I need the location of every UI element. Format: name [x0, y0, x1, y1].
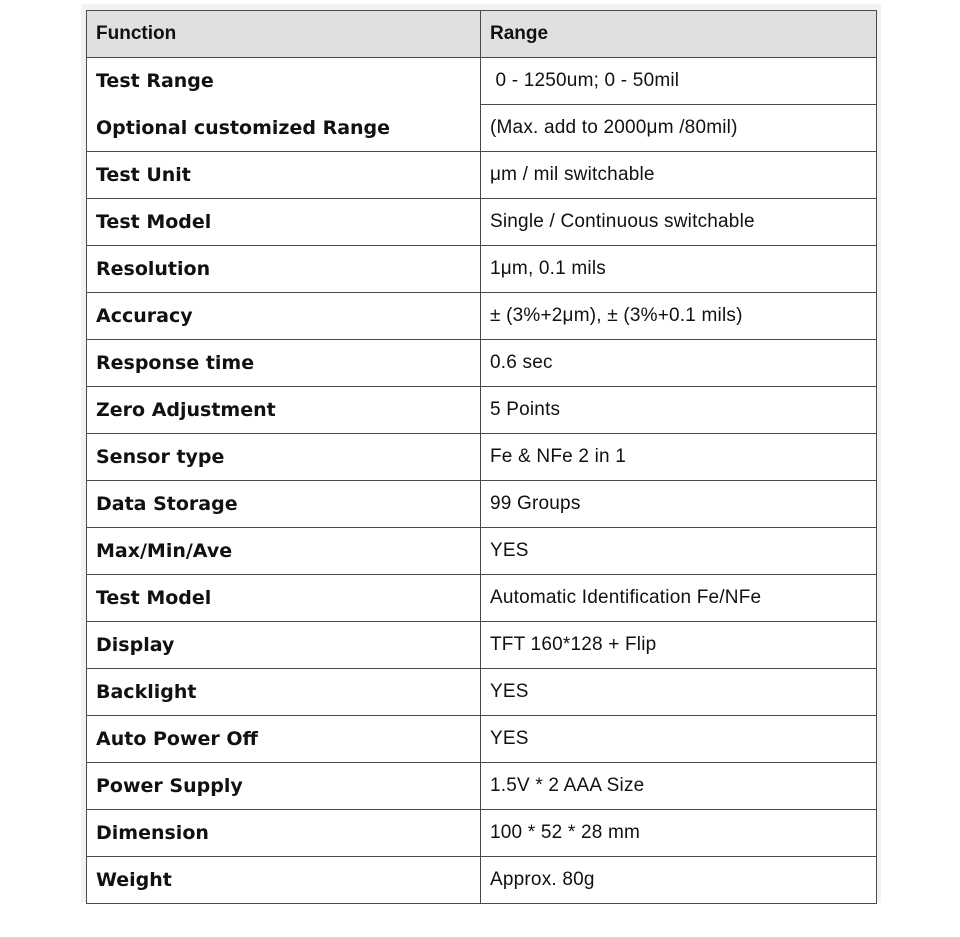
table-row: [87, 105, 877, 152]
row-label: Accuracy: [87, 293, 481, 340]
row-label: Zero Adjustment: [87, 387, 481, 434]
row-label: Optional customized Range: [87, 105, 481, 152]
row-value: Approx. 80g: [481, 857, 877, 904]
row-value: 1μm, 0.1 mils: [481, 246, 877, 293]
row-value: Fe & NFe 2 in 1: [481, 434, 877, 481]
row-value: μm / mil switchable: [481, 152, 877, 199]
table-row: [87, 58, 877, 105]
row-label: Auto Power Off: [87, 716, 481, 763]
row-label: Sensor type: [87, 434, 481, 481]
row-label: Resolution: [87, 246, 481, 293]
table-row: [87, 810, 877, 857]
row-label: Response time: [87, 340, 481, 387]
row-value: Automatic Identification Fe/NFe: [481, 575, 877, 622]
row-label: Data Storage: [87, 481, 481, 528]
row-value: ± (3%+2μm), ± (3%+0.1 mils): [481, 293, 877, 340]
row-value: TFT 160*128 + Flip: [481, 622, 877, 669]
table-row: [87, 528, 877, 575]
row-label: Weight: [87, 857, 481, 904]
table-row: [87, 434, 877, 481]
table-row: [87, 716, 877, 763]
table-row: [87, 857, 877, 904]
row-label: Power Supply: [87, 763, 481, 810]
table-row: [87, 246, 877, 293]
row-label: Backlight: [87, 669, 481, 716]
row-label: Display: [87, 622, 481, 669]
table-row: [87, 763, 877, 810]
row-value: 0 - 1250um; 0 - 50mil: [481, 58, 877, 105]
row-label: Dimension: [87, 810, 481, 857]
row-value: 0.6 sec: [481, 340, 877, 387]
table-row: [87, 293, 877, 340]
row-label: Test Model: [87, 575, 481, 622]
row-value: YES: [481, 716, 877, 763]
table-row: [87, 481, 877, 528]
table-row: [87, 622, 877, 669]
table-header-row: [87, 11, 877, 58]
table-row: [87, 387, 877, 434]
table-row: [87, 199, 877, 246]
row-label: Test Model: [87, 199, 481, 246]
header-range: Range: [481, 11, 877, 58]
table-row: [87, 575, 877, 622]
row-value: Single / Continuous switchable: [481, 199, 877, 246]
row-label: Max/Min/Ave: [87, 528, 481, 575]
table-row: [87, 152, 877, 199]
row-value: 99 Groups: [481, 481, 877, 528]
row-value: YES: [481, 669, 877, 716]
table-row: [87, 340, 877, 387]
row-value: YES: [481, 528, 877, 575]
table-row: [87, 669, 877, 716]
row-label: Test Unit: [87, 152, 481, 199]
header-function: Function: [87, 11, 481, 58]
row-value: 5 Points: [481, 387, 877, 434]
spec-table: [86, 10, 877, 904]
row-label: Test Range: [87, 58, 481, 105]
row-value: 100 * 52 * 28 mm: [481, 810, 877, 857]
row-value: 1.5V * 2 AAA Size: [481, 763, 877, 810]
row-value: (Max. add to 2000μm /80mil): [481, 105, 877, 152]
